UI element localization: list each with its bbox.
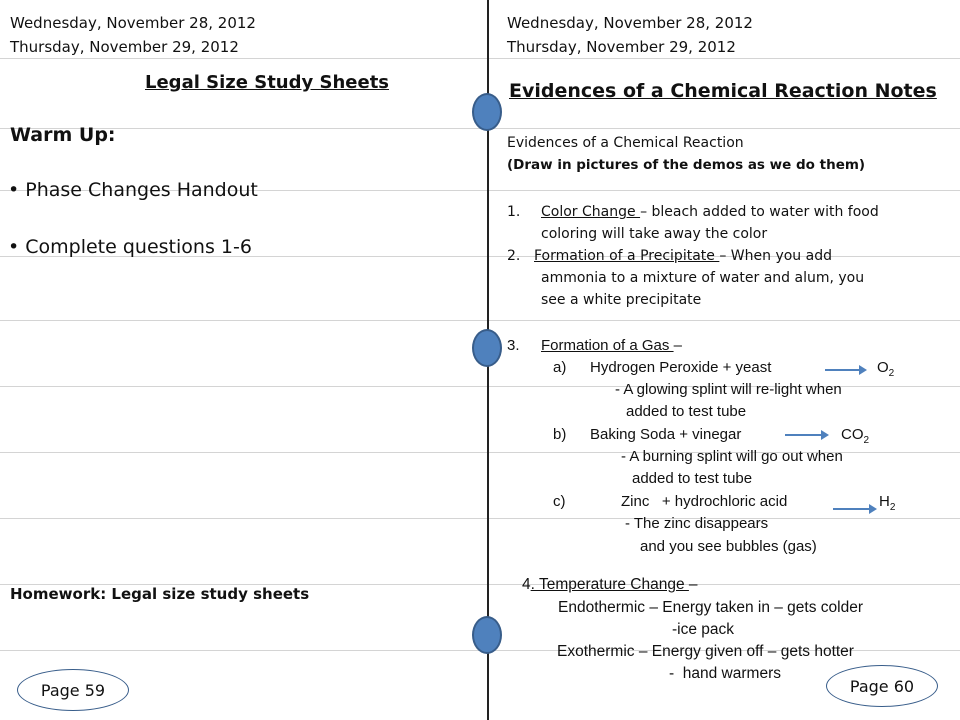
item-3-heading: Formation of a Gas	[541, 337, 674, 354]
item-precipitate	[507, 248, 832, 264]
item-1-number: 1.	[507, 204, 521, 220]
endothermic-example: -ice pack	[672, 621, 735, 638]
page-60-badge: Page 60	[826, 665, 938, 707]
homework-note: Homework: Legal size study sheets	[10, 585, 310, 603]
item-1-heading: Color Change	[541, 204, 641, 220]
gas-a-reactants: Hydrogen Peroxide + yeast	[590, 359, 772, 376]
gas-a-note-2: added to test tube	[626, 403, 747, 420]
left-page-title: Legal Size Study Sheets	[145, 72, 390, 93]
binder-hole-bottom	[472, 616, 502, 654]
gas-b-label: b)	[553, 426, 567, 443]
gas-c-reactants: Zinc + hydrochloric acid	[621, 493, 788, 510]
gas-b-product	[841, 426, 869, 446]
gas-c-note-2: and you see bubbles (gas)	[640, 538, 817, 555]
reaction-arrow-c	[833, 508, 875, 510]
notes-instruction: (Draw in pictures of the demos as we do them)	[507, 157, 866, 173]
gas-b-product-subscript: 2	[863, 435, 870, 446]
gas-c-product	[879, 493, 895, 513]
binder-hole-top	[472, 93, 502, 131]
item-3-dash: –	[673, 337, 682, 354]
endothermic-line: Endothermic – Energy taken in – gets colder	[558, 599, 864, 616]
item-2-line-3: see a white precipitate	[541, 292, 702, 308]
warm-up-heading: Warm Up:	[10, 124, 116, 146]
gas-a-product	[877, 359, 894, 379]
item-2-number: 2.	[507, 248, 521, 264]
reaction-arrow-b	[785, 434, 827, 436]
item-1-line-1: – bleach added to water with food	[640, 204, 879, 220]
gas-c-product-symbol: H	[879, 493, 890, 510]
gas-a-note-1: - A glowing splint will re-light when	[615, 381, 842, 398]
item-1-line-2: coloring will take away the color	[541, 226, 768, 242]
item-4-dash: –	[688, 576, 698, 593]
gas-c-label: c)	[553, 493, 566, 510]
item-4-number: 4	[522, 576, 531, 593]
gas-b	[553, 426, 741, 443]
right-page-title: Evidences of a Chemical Reaction Notes	[509, 80, 937, 102]
notes-subtitle: Evidences of a Chemical Reaction	[507, 135, 744, 151]
item-2-line-2: ammonia to a mixture of water and alum, you	[541, 270, 865, 286]
left-date-2: Thursday, November 29, 2012	[10, 38, 239, 56]
gas-a-product-subscript: 2	[888, 368, 895, 379]
right-date-2: Thursday, November 29, 2012	[507, 38, 736, 56]
gas-c-note-1: - The zinc disappears	[625, 515, 769, 532]
gas-a-label: a)	[553, 359, 567, 376]
exothermic-example: - hand warmers	[669, 665, 781, 682]
item-color-change	[507, 204, 879, 220]
item-4-heading: . Temperature Change	[530, 576, 689, 593]
gas-a-product-symbol: O	[877, 359, 889, 376]
gas-b-note-1: - A burning splint will go out when	[621, 448, 843, 465]
reaction-arrow-a	[825, 369, 865, 371]
page-59-badge: Page 59	[17, 669, 129, 711]
binder-hole-middle	[472, 329, 502, 367]
bullet-phase-changes: • Phase Changes Handout	[8, 179, 258, 201]
gas-c-product-subscript: 2	[889, 502, 896, 513]
item-2-heading: Formation of a Precipitate	[534, 248, 720, 264]
right-date-1: Wednesday, November 28, 2012	[507, 14, 753, 32]
bullet-phase-changes-text: Phase Changes Handout	[25, 179, 258, 201]
bullet-complete-questions: • Complete questions 1-6	[8, 236, 252, 258]
gas-b-note-2: added to test tube	[632, 470, 753, 487]
left-date-1: Wednesday, November 28, 2012	[10, 14, 256, 32]
item-3-number: 3.	[507, 337, 520, 354]
item-temperature-change	[522, 576, 698, 594]
bullet-complete-questions-text: Complete questions 1-6	[25, 236, 252, 258]
gas-b-reactants: Baking Soda + vinegar	[590, 426, 742, 443]
item-gas	[507, 337, 682, 354]
gas-a	[553, 359, 771, 376]
exothermic-line: Exothermic – Energy given off – gets hotter	[557, 643, 854, 660]
gas-b-product-symbol: CO	[841, 426, 864, 443]
gas-c	[553, 493, 787, 510]
item-2-line-1: – When you add	[719, 248, 832, 264]
